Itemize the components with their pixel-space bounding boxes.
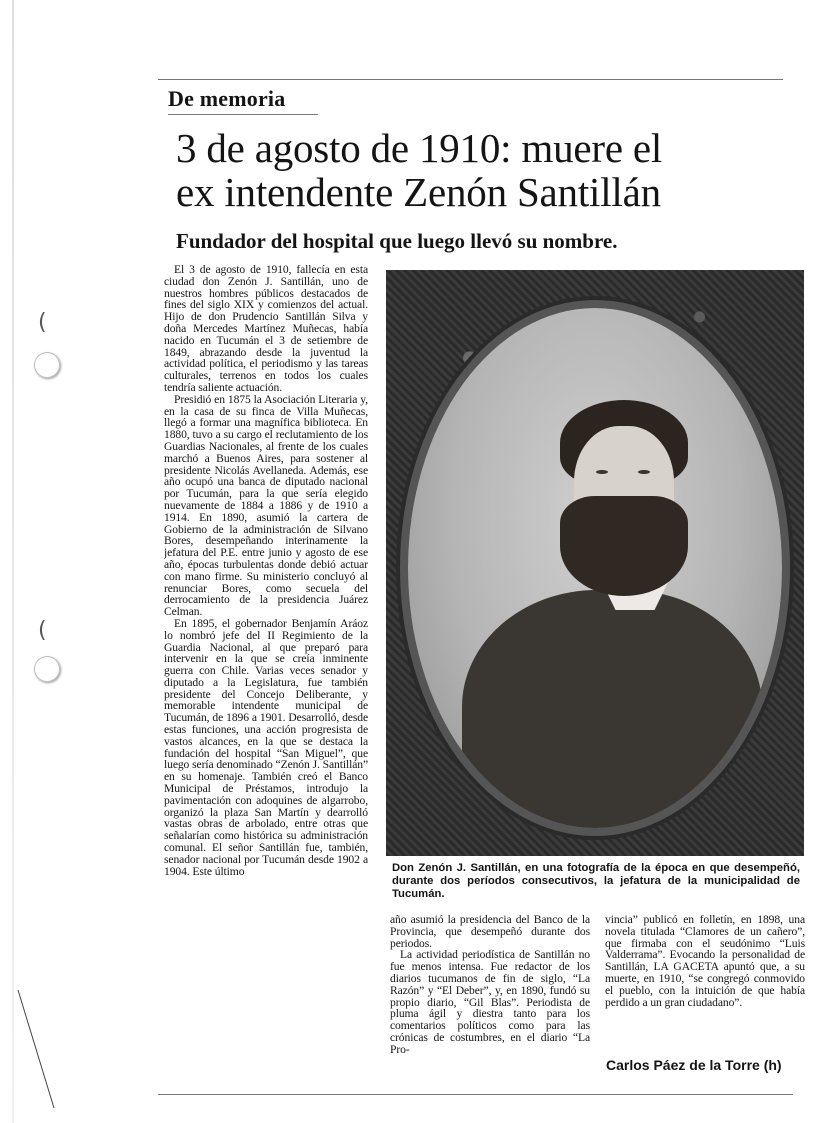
paragraph: La actividad periodística de Santillán no fue menos intensa. Fue redactor de los diarios tucumanos de fin de siglo, “La Razón” y “El Deber”, y, en 1890, fundó su propio diario, “Gil Blas”. Periodista de pluma ágil y diestra tanto para los comentarios políticos como para las crónicas de costumbres, en el diario “La Pro- (390, 948, 590, 1056)
pencil-marks (16, 990, 56, 1110)
paragraph: Presidió en 1875 la Asociación Literaria y, en la casa de su finca de Villa Muñecas, llegó a formar una magnífica biblioteca. En 1880, tuvo a su cargo el reclutamiento de los Guardias Nacionales, al frente de los cuales marchó a Buenos Aires, para sostener al presidente Nicolás Avellaneda. Además, ese año ocupó una banca de diputado nacional por Tucumán, para la que sería elegido nuevamente de 1884 a 1886 y de 1910 a 1914. En 1890, asumió la cartera de Gobierno de la administración de Silvano Bores, desempeñando interinamente la jefatura del P.E. entre junio y agosto de ese año, épocas turbulentas donde debió actuar con mano firme. Su ministerio concluyó al renunciar Bores, como secuela del derrocamiento de la presidencia Juárez Celman. (164, 392, 368, 619)
top-rule (158, 79, 783, 80)
paragraph: En 1895, el gobernador Benjamín Aráoz lo nombró jefe del II Regimiento de la Guardia Nacional, al que preparó para intervenir en la que se creía inminente guerra con Chile. Varias veces senador y diputado a la Legislatura, fue también presidente del Concejo Deliberante, y memorable intendente municipal de Tucumán, de 1896 a 1901. Desarrolló, desde estas funciones, una acción progresista de vastos alcances, en la que se destaca la fundación del hospital “San Miguel”, que luego sería denominado “Zenón J. Santillán” en su homenaje. También creó el Banco Municipal de Préstamos, introdujo la pavimentación con adoquines de algarrobo, organizó la plaza San Martín y dearrolló vastas obras de arbolado, entre otras que señalarían como histórica su administración comunal. El señor Santillán fue, también, senador nacional por Tucumán desde 1902 a 1904. Este último (164, 616, 368, 878)
article-column-2 (390, 914, 590, 1084)
section-label: De memoria (168, 86, 318, 115)
punch-hole (34, 656, 60, 682)
portrait-eye (638, 470, 650, 474)
headline (176, 126, 806, 214)
portrait-beard (560, 496, 688, 596)
subheadline: Fundador del hospital que luego llevó su nombre. (176, 229, 618, 253)
margin-mark: ( (38, 618, 47, 643)
photo-caption: Don Zenón J. Santillán, en una fotografía de la época en que desempeñó, durante dos períodos consecutivos, la jefatura de la municipalidad de Tucumán. (392, 862, 800, 900)
article-column-1 (164, 264, 368, 1082)
portrait-photo (386, 270, 804, 856)
paragraph: año asumió la presidencia del Banco de la Provincia, que desempeñó durante dos periodos. (390, 914, 590, 950)
article-column-3 (605, 914, 805, 1054)
bottom-rule (158, 1094, 793, 1095)
paragraph: El 3 de agosto de 1910, fallecía en esta ciudad don Zenón J. Santillán, uno de nuestros hombres públicos destacados de fines del siglo XIX y comienzos del actual. Hijo de don Prudencio Santillán Silva y doña Mercedes Martínez Muñecas, había nacido en Tucumán el 3 de setiembre de 1849, abrazando desde la juventud la actividad política, el periodismo y las tareas culturales, terrenos en todos los cuales tendría saliente actuación. (164, 264, 368, 394)
punch-hole (34, 352, 60, 378)
margin-mark: ( (38, 310, 47, 335)
scan-edge-shadow (12, 0, 14, 1123)
headline-line-1: 3 de agosto de 1910: muere el (176, 125, 663, 171)
headline-line-2: ex intendente Zenón Santillán (176, 169, 661, 215)
paragraph: vincia” publicó en folletín, en 1898, una novela titulada “Clamores de un cañero”, que firmaba con el seudónimo “Luis Valderrama”. Evocando la personalidad de Santillán, LA GACETA apuntó que, a su muerte, en 1910, “se congregó conmovido el pueblo, con la intuición de que había perdido a un gran ciudadano”. (605, 914, 805, 1009)
portrait-coat (462, 590, 762, 828)
author-byline: Carlos Páez de la Torre (h) (606, 1057, 782, 1073)
portrait-eye (596, 470, 608, 474)
portrait-oval (408, 308, 782, 828)
